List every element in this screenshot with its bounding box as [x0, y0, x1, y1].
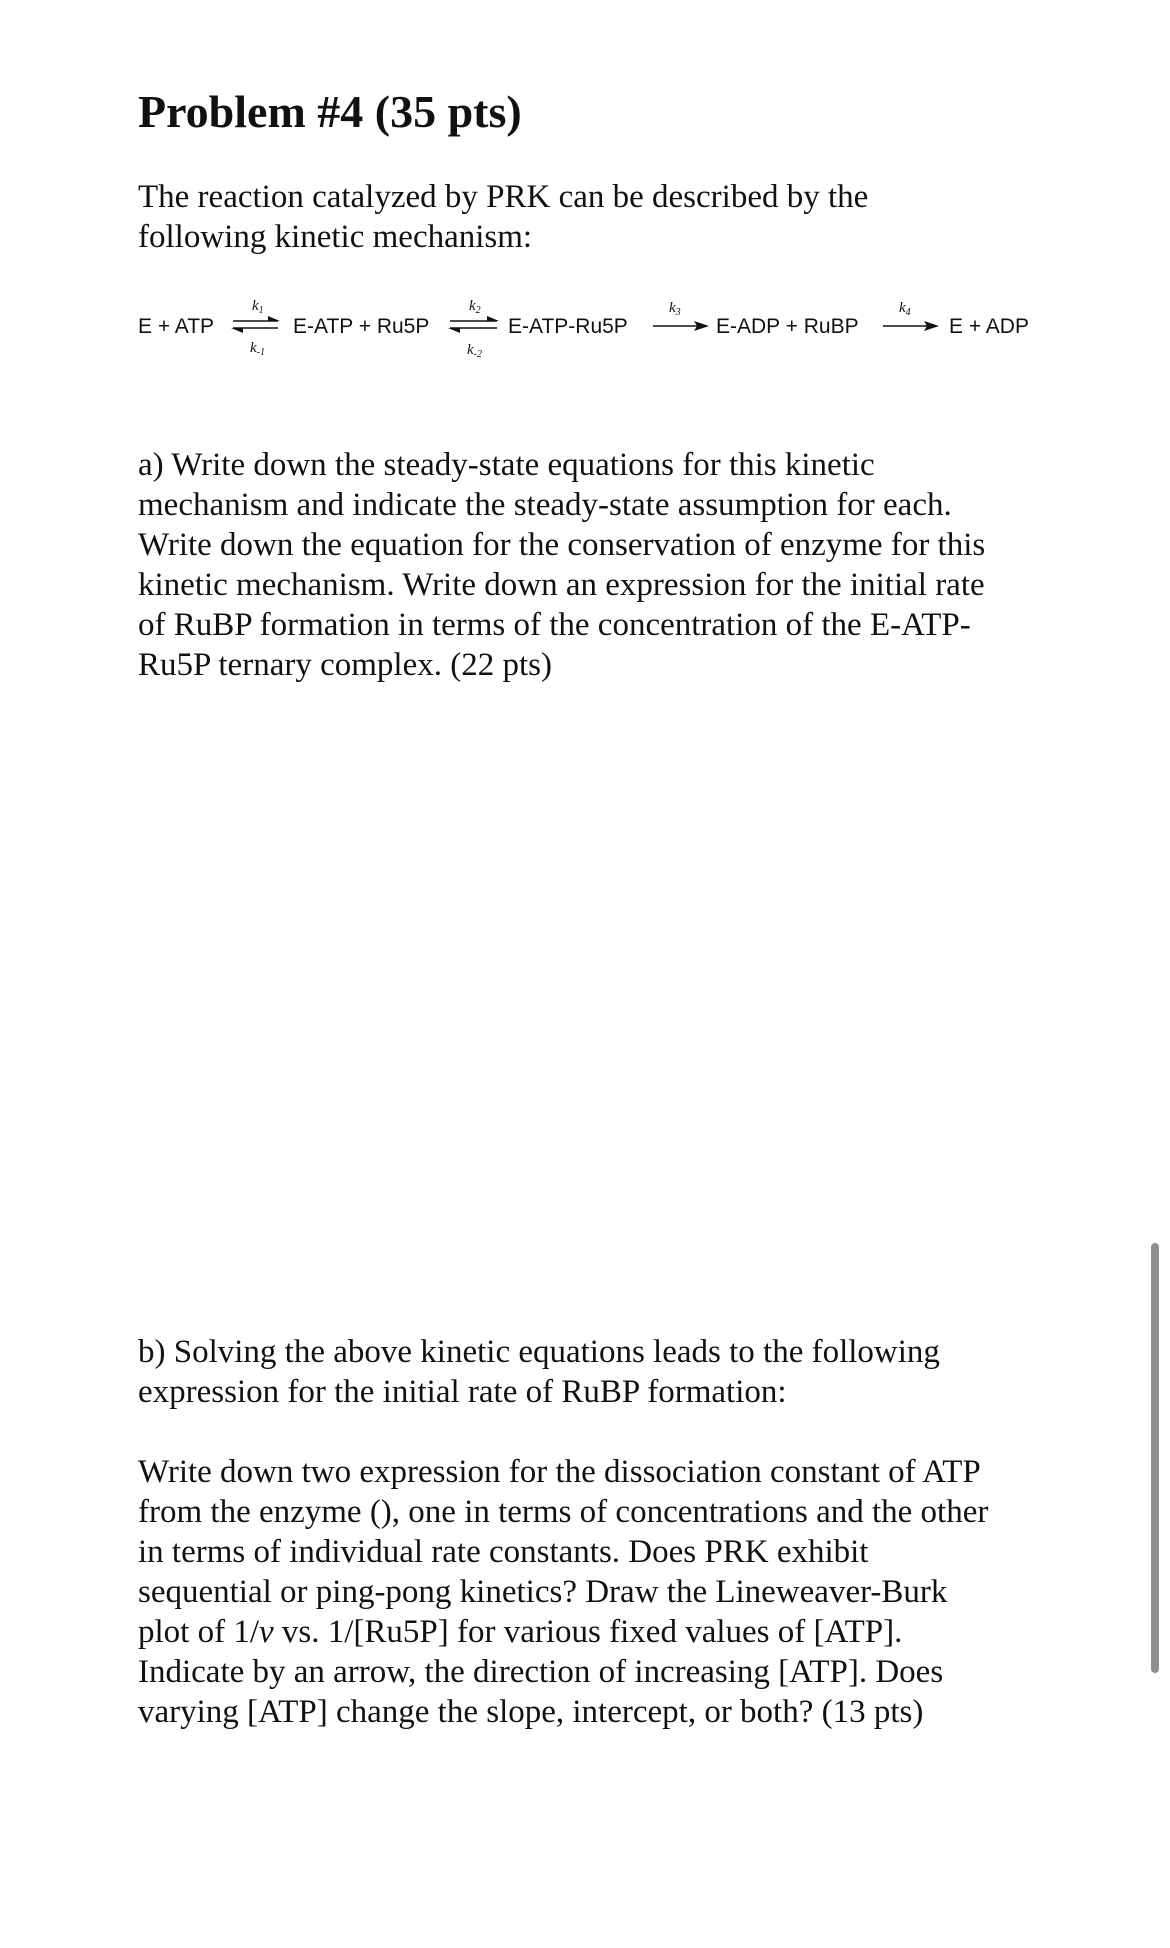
intro-line: The reaction catalyzed by PRK can be described by the	[138, 179, 869, 215]
species-e-atp: E + ATP	[138, 315, 215, 338]
part-b-question-line	[138, 1612, 1038, 1652]
rate-constant-k3: $k_3$	[669, 300, 681, 318]
part-b-question-line: from the enzyme (), one in terms of concentrations and the other	[138, 1494, 989, 1530]
rate-constant-k1: $k_1$	[252, 298, 264, 316]
part-a-line: Write down the equation for the conservation of enzyme for this	[138, 527, 986, 563]
part-a-paragraph	[138, 445, 1038, 685]
rate-constant-k4: $k_4$	[899, 300, 911, 318]
part-b-line: expression for the initial rate of RuBP formation:	[138, 1374, 787, 1410]
equilibrium-arrow-1	[231, 316, 280, 333]
part-a-line: mechanism and indicate the steady-state assumption for each.	[138, 487, 952, 523]
plot-text-post: vs. 1/[Ru5P] for various fixed values of [ATP].	[273, 1614, 903, 1650]
part-b-question-line: Write down two expression for the dissociation constant of ATP	[138, 1454, 981, 1490]
part-b-line: b) Solving the above kinetic equations leads to the following	[138, 1334, 940, 1370]
forward-arrow-k3	[653, 321, 709, 331]
vertical-scrollbar[interactable]	[1151, 1243, 1159, 1673]
forward-arrow-k4	[883, 321, 939, 331]
part-b-question-line: in terms of individual rate constants. Does PRK exhibit	[138, 1534, 869, 1570]
intro-paragraph	[138, 177, 1038, 257]
velocity-variable: v	[259, 1614, 274, 1650]
part-a-line: of RuBP formation in terms of the concentration of the E-ATP-	[138, 607, 971, 643]
species-e-adp-rubp: E-ADP + RuBP	[716, 315, 859, 338]
species-e-atp-ru5p: E-ATP + Ru5P	[293, 315, 430, 338]
plot-text-pre: plot of 1/	[138, 1614, 259, 1650]
kinetic-mechanism-scheme	[0, 270, 1170, 380]
rate-constant-k2: $k_2$	[469, 298, 481, 316]
problem-title: Problem #4 (35 pts)	[138, 86, 522, 137]
species-ternary-complex: E-ATP-Ru5P	[508, 315, 628, 338]
part-a-line: Ru5P ternary complex. (22 pts)	[138, 647, 552, 683]
rate-constant-k-minus-1: $k_{-1}$	[250, 340, 266, 358]
rate-constant-k-minus-2: $k_{-2}$	[467, 342, 483, 360]
part-b-question-line: sequential or ping-pong kinetics? Draw the Lineweaver-Burk	[138, 1574, 948, 1610]
part-b-question-paragraph	[138, 1452, 1038, 1732]
part-a-line: kinetic mechanism. Write down an expression for the initial rate	[138, 567, 985, 603]
intro-line: following kinetic mechanism:	[138, 219, 533, 255]
part-a-line: a) Write down the steady-state equations for this kinetic	[138, 447, 875, 483]
species-e-adp: E + ADP	[949, 315, 1029, 338]
part-b-intro-paragraph	[138, 1332, 1038, 1412]
part-b-question-line: Indicate by an arrow, the direction of increasing [ATP]. Does	[138, 1654, 944, 1690]
equilibrium-arrow-2	[448, 316, 499, 333]
part-b-question-line: varying [ATP] change the slope, intercept, or both? (13 pts)	[138, 1694, 924, 1730]
